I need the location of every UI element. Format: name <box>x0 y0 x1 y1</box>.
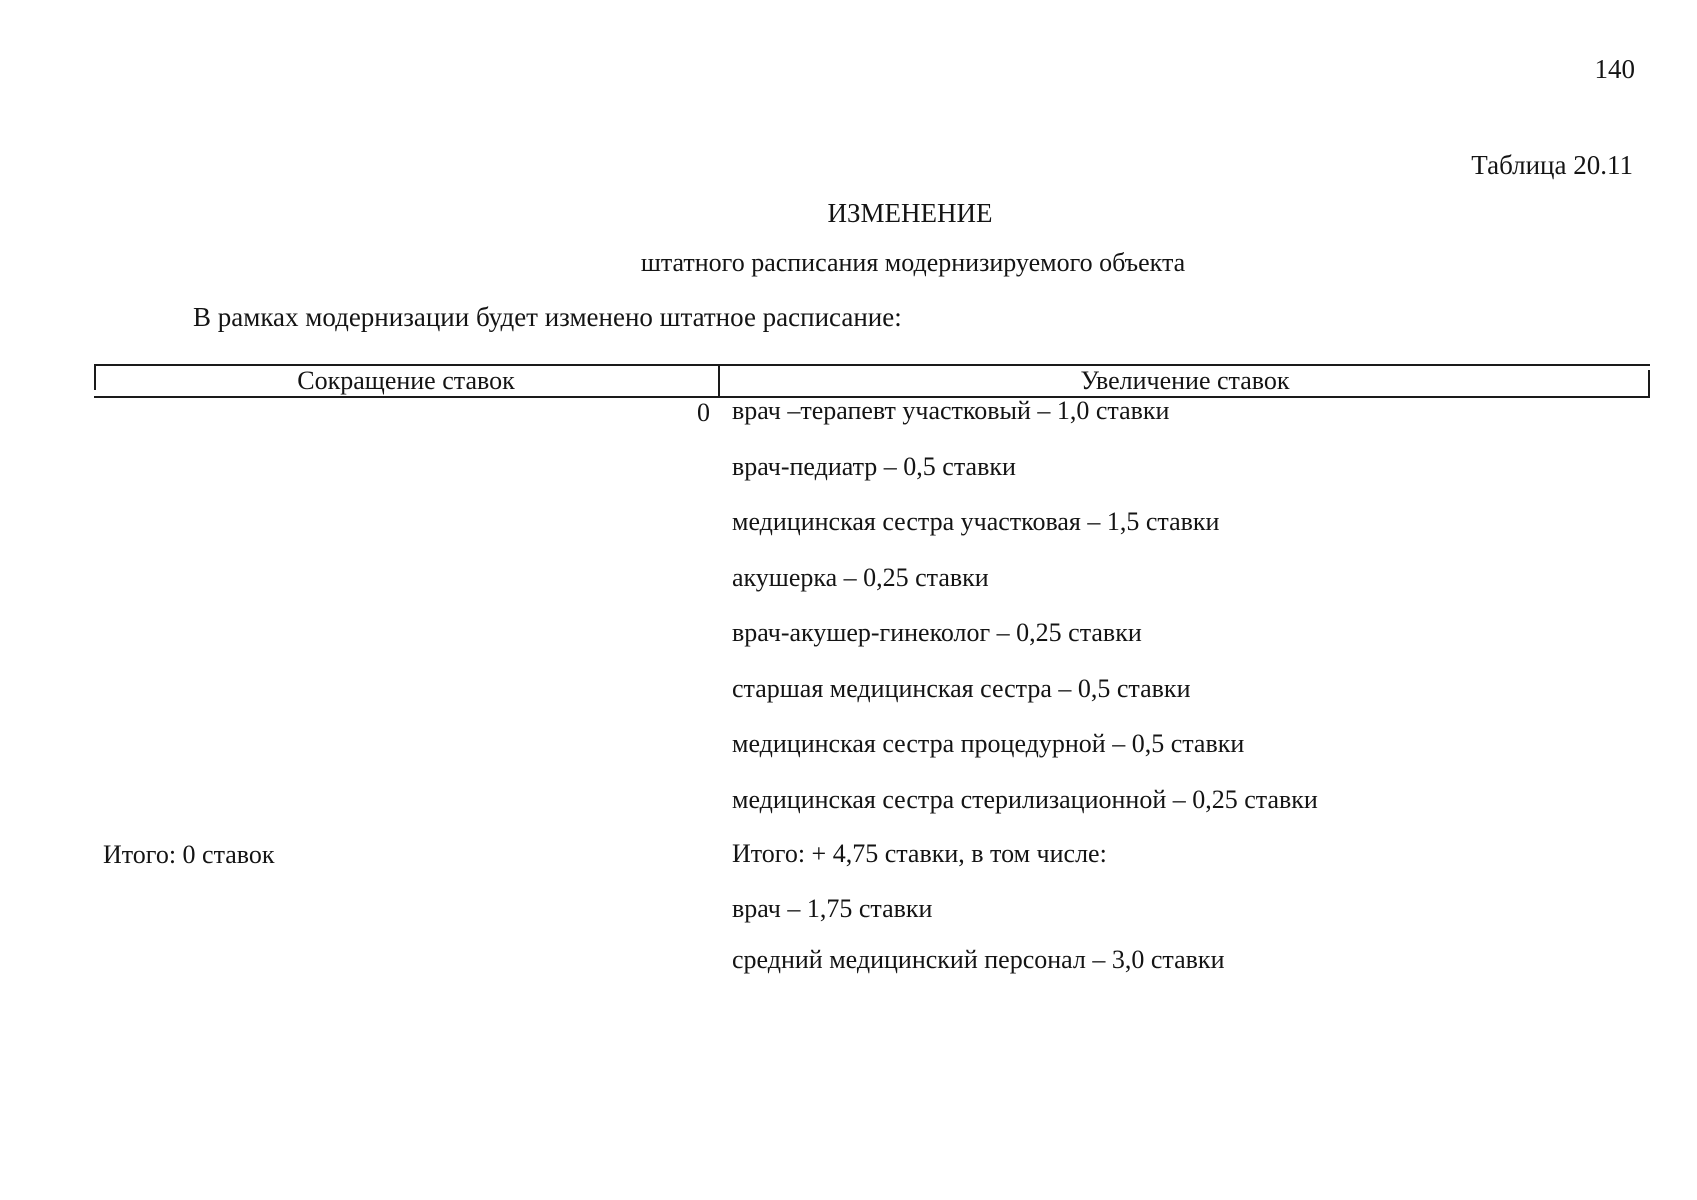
header-decrease-rates: Сокращение ставок <box>297 366 515 395</box>
increase-item-midwife: акушерка – 0,25 ставки <box>732 563 989 592</box>
increase-item-obstetrician: врач-акушер-гинеколог – 0,25 ставки <box>732 618 1142 647</box>
increase-item-sterilization-nurse: медицинская сестра стерилизационной – 0,25 ставки <box>732 785 1318 814</box>
document-title: ИЗМЕНЕНИЕ <box>827 198 993 228</box>
increase-total-doctors: врач – 1,75 ставки <box>732 894 933 923</box>
document-subtitle: штатного расписания модернизируемого объекта <box>640 248 1186 277</box>
increase-total: Итого: + 4,75 ставки, в том числе: <box>732 839 1107 868</box>
increase-total-nursing-staff: средний медицинский персонал – 3,0 ставки <box>732 945 1225 974</box>
decrease-total: Итого: 0 ставок <box>103 840 275 869</box>
decrease-value: 0 <box>697 398 710 427</box>
table-label: Таблица 20.11 <box>1471 150 1633 180</box>
increase-item-procedure-nurse: медицинская сестра процедурной – 0,5 ставки <box>732 729 1245 758</box>
increase-item-head-nurse: старшая медицинская сестра – 0,5 ставки <box>732 674 1191 703</box>
page-number: 140 <box>1594 54 1635 84</box>
table-header <box>94 364 1650 398</box>
increase-item-district-nurse: медицинская сестра участковая – 1,5 ставки <box>732 507 1220 536</box>
increase-item-therapist: врач –терапевт участковый – 1,0 ставки <box>732 396 1170 425</box>
header-increase-rates: Увеличение ставок <box>1080 366 1290 395</box>
increase-item-pediatrician: врач-педиатр – 0,5 ставки <box>732 452 1016 481</box>
intro-paragraph: В рамках модернизации будет изменено штатное расписание: <box>193 302 902 332</box>
